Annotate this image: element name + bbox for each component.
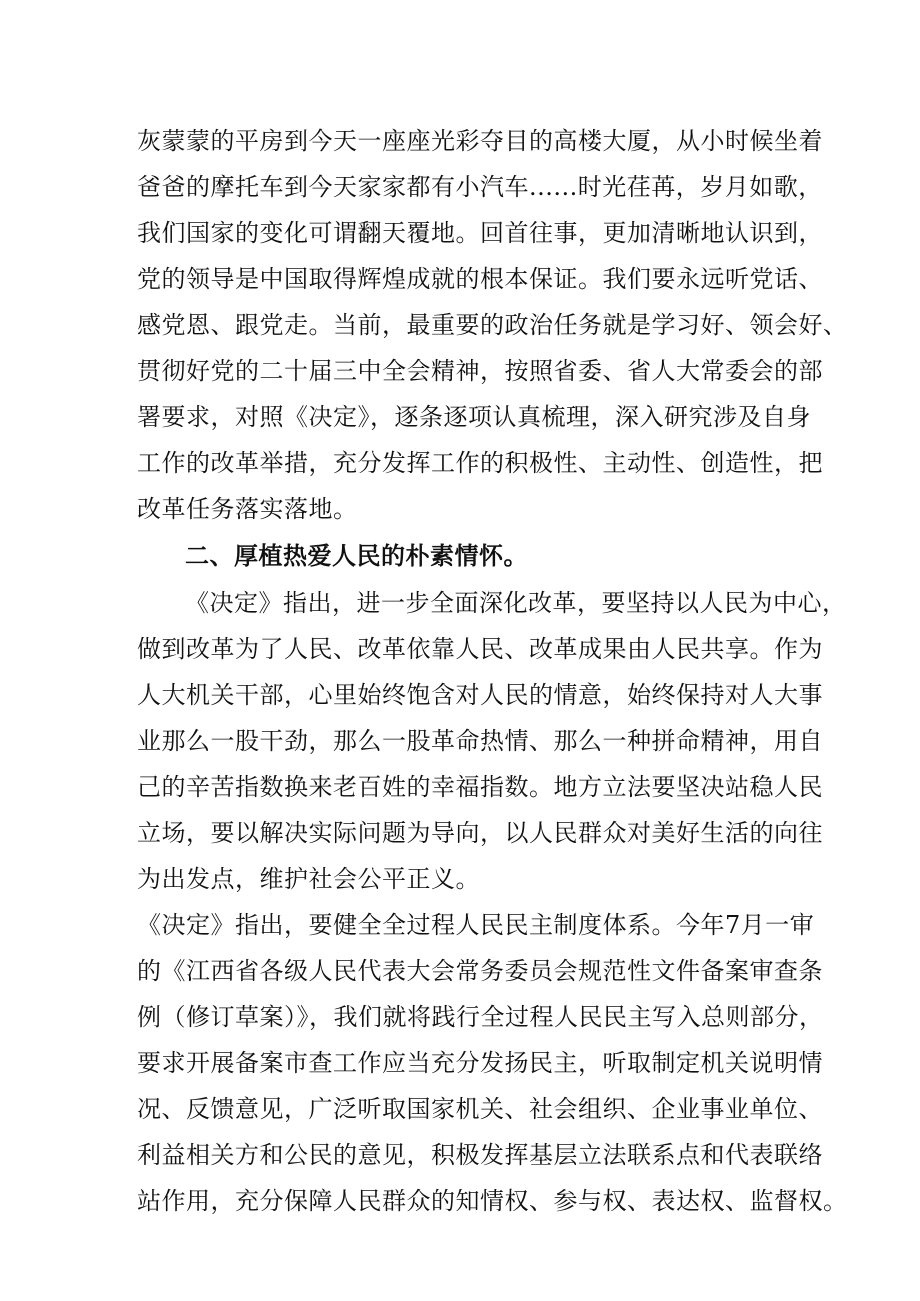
paragraph-2-line-4: 业那么一股干劲，那么一股革命热情、那么一种拼命精神，用自 [137, 727, 823, 755]
paragraph-2-line-2: 做到改革为了人民、改革依靠人民、改革成果由人民共享。作为 [137, 635, 823, 663]
section-heading-2: 二、厚植热爱人民的朴素情怀。 [185, 542, 528, 570]
paragraph-1-line-4: 党的领导是中国取得辉煌成就的根本保证。我们要永远听党话、 [137, 265, 823, 293]
paragraph-1-line-8: 工作的改革举措，充分发挥工作的积极性、主动性、创造性，把 [137, 449, 823, 477]
paragraph-2-line-7: 为出发点，维护社会公平正义。 [137, 865, 480, 893]
paragraph-1-line-3: 我们国家的变化可谓翻天覆地。回首往事，更加清晰地认识到， [137, 219, 823, 247]
paragraph-3-line-6: 利益相关方和公民的意见，积极发挥基层立法联系点和代表联络 [137, 1141, 823, 1169]
paragraph-2-line-1: 《决定》指出，进一步全面深化改革，要坚持以人民为中心， [185, 589, 847, 617]
paragraph-3-line-5: 况、反馈意见，广泛听取国家机关、社会组织、企业事业单位、 [137, 1095, 823, 1123]
paragraph-3-line-1: 《决定》指出，要健全全过程人民民主制度体系。今年7月一审 [137, 911, 815, 939]
paragraph-3-line-7: 站作用，充分保障人民群众的知情权、参与权、表达权、监督权。 [137, 1187, 848, 1215]
paragraph-1-line-9: 改革任务落实落地。 [137, 495, 358, 523]
paragraph-2-line-3: 人大机关干部，心里始终饱含对人民的情意，始终保持对人大事 [137, 681, 823, 709]
paragraph-3-line-3: 例（修订草案）》，我们就将践行全过程人民民主写入总则部分， [137, 1003, 824, 1031]
paragraph-1-line-1: 灰蒙蒙的平房到今天一座座光彩夺目的高楼大厦，从小时候坐着 [137, 127, 823, 155]
paragraph-1-line-7: 署要求，对照《决定》，逐条逐项认真梳理，深入研究涉及自身 [137, 403, 811, 431]
paragraph-3-line-2: 的《江西省各级人民代表大会常务委员会规范性文件备案审查条 [137, 957, 823, 985]
paragraph-1-line-5: 感党恩、跟党走。当前，最重要的政治任务就是学习好、领会好、 [137, 311, 848, 339]
paragraph-2-line-6: 立场，要以解决实际问题为导向，以人民群众对美好生活的向往 [137, 819, 823, 847]
paragraph-1-line-2: 爸爸的摩托车到今天家家都有小汽车......时光荏苒，岁月如歌， [137, 173, 823, 201]
paragraph-1-line-6: 贯彻好党的二十届三中全会精神，按照省委、省人大常委会的部 [137, 357, 823, 385]
paragraph-3-line-4: 要求开展备案市查工作应当充分发扬民主，听取制定机关说明情 [137, 1049, 823, 1077]
paragraph-2-line-5: 己的辛苦指数换来老百姓的幸福指数。地方立法要坚决站稳人民 [137, 773, 823, 801]
